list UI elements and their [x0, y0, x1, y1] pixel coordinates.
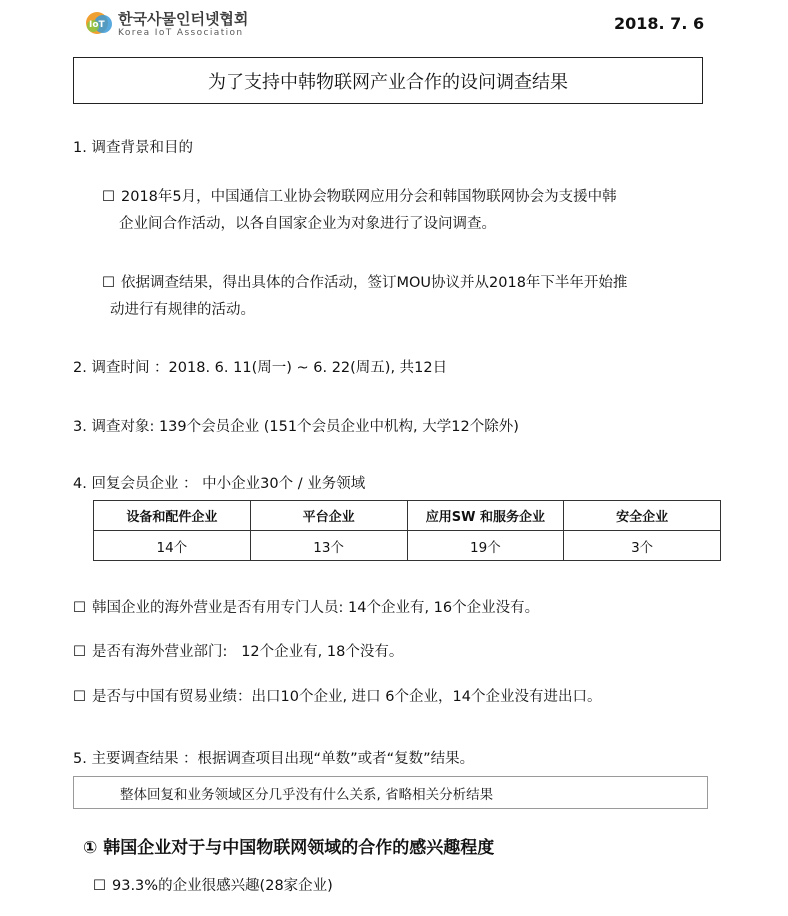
checkbox-icon: ☐	[102, 275, 115, 291]
document-title-box	[73, 57, 703, 104]
section-5-item-1	[93, 874, 333, 895]
logo-text-korean: 한국사물인터넷협회	[118, 10, 249, 28]
table-cell: 19个	[407, 531, 564, 561]
checkbox-icon: ☐	[73, 689, 86, 705]
section-1-item-2-line-2: 动进行有规律的活动。	[110, 302, 255, 318]
analysis-note-box	[73, 776, 708, 809]
section-1-heading: 1. 调查背景和目的	[73, 140, 193, 156]
section-5-item-1-text: 93.3%的企业很感兴趣(28家企业)	[112, 878, 333, 894]
table-header-row	[94, 501, 721, 531]
analysis-note: 整体回复和业务领域区分几乎没有什么关系, 省略相关分析结果	[120, 786, 494, 803]
section-1-item-2-line-1: 依据调查结果，得出具体的合作活动，签订MOU协议并从2018年下半年开始推	[121, 275, 628, 291]
section-4-item-3	[73, 685, 601, 706]
logo-text-english: Korea IoT Association	[118, 28, 244, 38]
section-4-item-1-text: 韩国企业的海外营业是否有用专门人员: 14个企业有, 16个企业没有。	[92, 600, 540, 616]
document-title: 为了支持中韩物联网产业合作的设问调查结果	[208, 71, 568, 93]
document-date: 2018. 7. 6	[614, 14, 705, 33]
section-1-item-1-line-1: 2018年5月，中国通信工业协会物联网应用分会和韩国物联网协会为支援中韩	[121, 189, 617, 205]
section-5-subheading: ① 韩国企业对于与中国物联网领域的合作的感兴趣程度	[83, 838, 495, 858]
section-4-item-2	[73, 640, 403, 661]
checkbox-icon: ☐	[93, 878, 106, 894]
section-4-item-1	[73, 596, 539, 617]
svg-text:IoT: IoT	[89, 20, 105, 30]
section-1-item-1	[102, 184, 617, 238]
table-cell: 14个	[94, 531, 251, 561]
association-logo	[84, 8, 264, 40]
section-4-item-3-text: 是否与中国有贸易业绩：出口10个企业, 进口 6个企业，14个企业没有进出口。	[92, 689, 602, 705]
section-4-heading: 4. 回复会员企业 ： 中小企业30个 / 业务领域	[73, 476, 366, 492]
checkbox-icon: ☐	[73, 644, 86, 660]
section-2-heading: 2. 调查时间 ：2018. 6. 11(周一) ~ 6. 22(周五), 共12日	[73, 360, 448, 376]
section-3-heading: 3. 调查对象: 139个会员企业 (151个会员企业中机构, 大学12个除外)	[73, 419, 519, 435]
checkbox-icon: ☐	[73, 600, 86, 616]
section-4-item-2-text: 是否有海外营业部门: 12个企业有, 18个没有。	[92, 644, 404, 660]
table-row	[94, 531, 721, 561]
iot-logo-icon	[84, 10, 114, 36]
section-1-item-2	[102, 270, 627, 324]
table-header-cell: 应用SW 和服务企业	[407, 501, 564, 531]
table-cell: 13个	[250, 531, 407, 561]
table-header-cell: 设备和配件企业	[94, 501, 251, 531]
section-5-heading: 5. 主要调查结果 ：根据调查项目出现“单数”或者“复数”结果。	[73, 751, 475, 767]
table-cell: 3个	[564, 531, 721, 561]
table-header-cell: 安全企业	[564, 501, 721, 531]
business-field-table	[93, 500, 721, 561]
section-1-item-1-line-2: 企业间合作活动，以各自国家企业为对象进行了设问调查。	[119, 216, 496, 232]
checkbox-icon: ☐	[102, 189, 115, 205]
table-header-cell: 平台企业	[250, 501, 407, 531]
